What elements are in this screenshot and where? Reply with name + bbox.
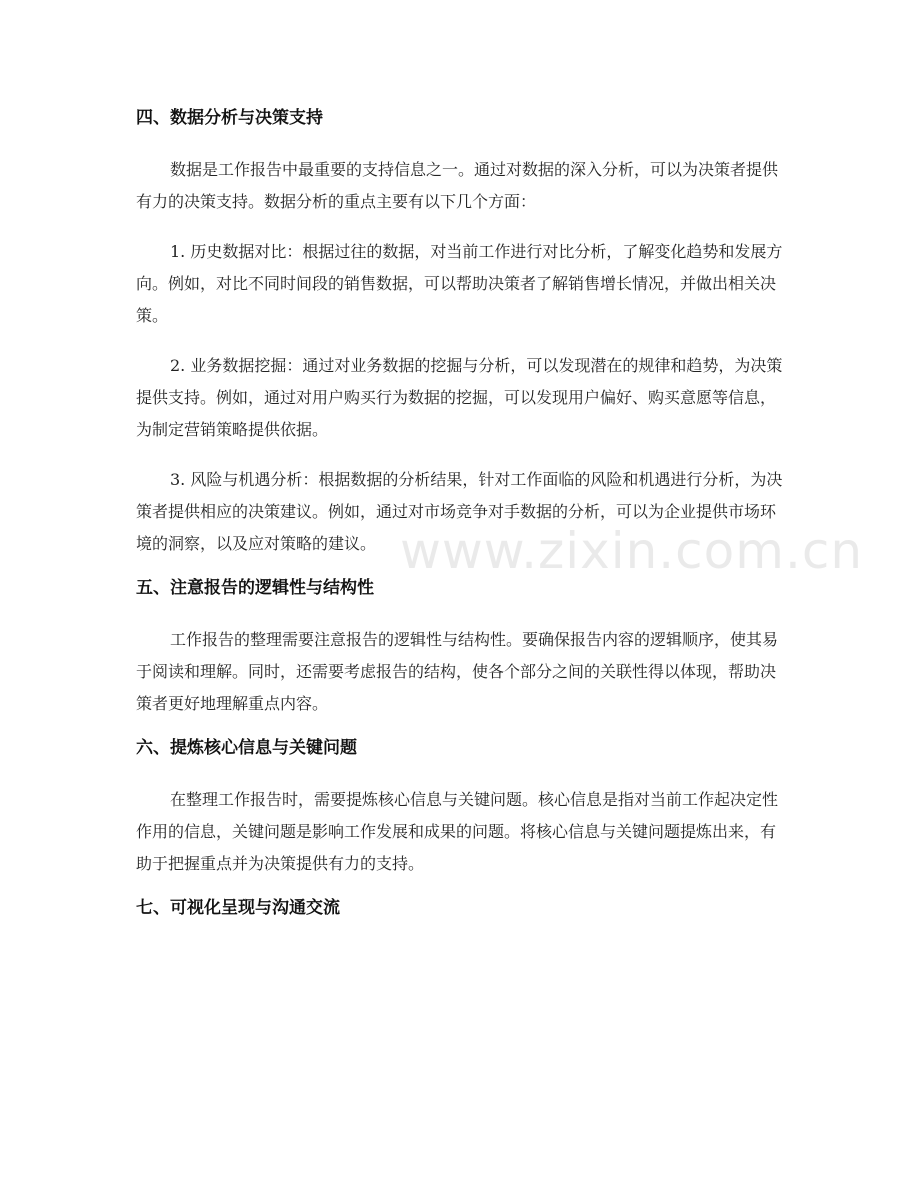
paragraph: 工作报告的整理需要注意报告的逻辑性与结构性。要确保报告内容的逻辑顺序，使其易于阅读和理解。同时，还需要考虑报告的结构，使各个部分之间的关联性得以体现，帮助决策者更好地理解重点内容。	[136, 630, 779, 713]
section-heading-5: 五、注意报告的逻辑性与结构性	[136, 578, 374, 598]
document-body	[136, 104, 786, 922]
list-item-paragraph: 2. 业务数据挖掘：通过对业务数据的挖掘与分析，可以发现潜在的规律和趋势，为决策提供支持。例如，通过对用户购买行为数据的挖掘，可以发现用户偏好、购买意愿等信息，为制定营销策略提供依据。	[136, 356, 783, 439]
section-heading-6: 六、提炼核心信息与关键问题	[136, 738, 357, 758]
section-heading-7: 七、可视化呈现与沟通交流	[136, 898, 340, 918]
list-item-paragraph: 1. 历史数据对比：根据过往的数据，对当前工作进行对比分析，了解变化趋势和发展方向。例如，对比不同时间段的销售数据，可以帮助决策者了解销售增长情况，并做出相关决策。	[136, 242, 783, 325]
paragraph: 数据是工作报告中最重要的支持信息之一。通过对数据的深入分析，可以为决策者提供有力的决策支持。数据分析的重点主要有以下几个方面：	[136, 160, 779, 211]
watermark: www.zixin.com.cn	[400, 522, 864, 580]
list-item-paragraph: 3. 风险与机遇分析：根据数据的分析结果，针对工作面临的风险和机遇进行分析，为决策者提供相应的决策建议。例如，通过对市场竞争对手数据的分析，可以为企业提供市场环境的洞察，以及应对策略的建议。	[136, 470, 783, 553]
section-heading-4: 四、数据分析与决策支持	[136, 108, 323, 128]
paragraph: 在整理工作报告时，需要提炼核心信息与关键问题。核心信息是指对当前工作起决定性作用的信息，关键问题是影响工作发展和成果的问题。将核心信息与关键问题提炼出来，有助于把握重点并为决策提供有力的支持。	[136, 790, 779, 873]
